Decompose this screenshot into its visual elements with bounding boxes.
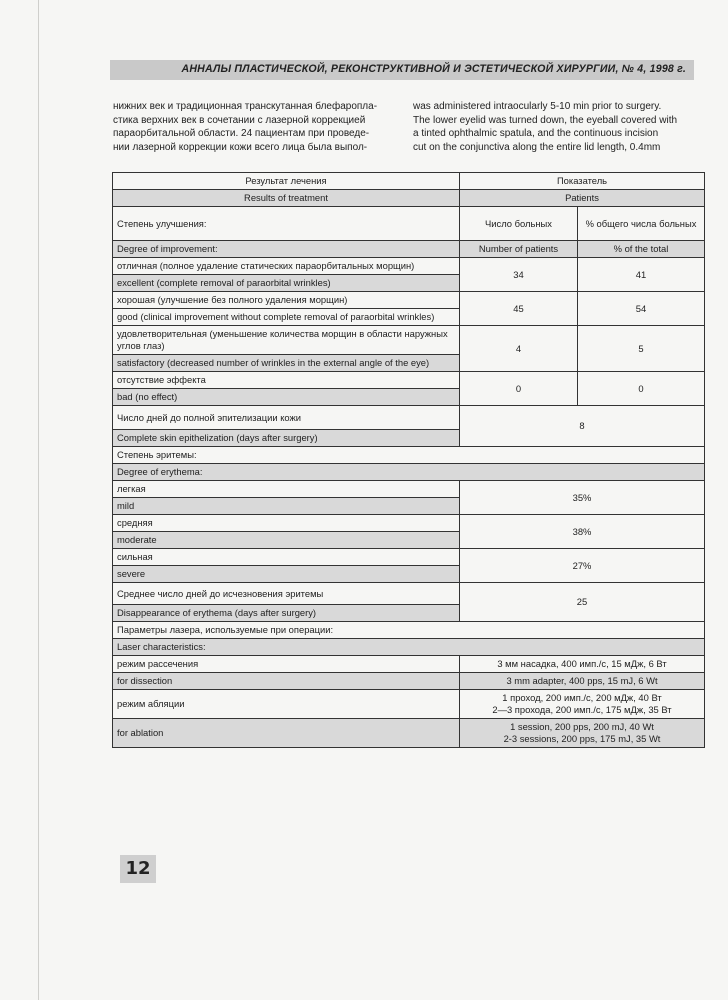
row-label: легкая bbox=[113, 481, 460, 498]
row-label: Число дней до полной эпителизации кожи bbox=[113, 406, 460, 430]
value-cell bbox=[460, 719, 705, 748]
table-row bbox=[113, 258, 705, 275]
header-cell: Показатель bbox=[460, 173, 705, 190]
table-row bbox=[113, 656, 705, 673]
value-cell: 38% bbox=[460, 515, 705, 549]
row-label: Complete skin epithelization (days after surgery) bbox=[113, 430, 460, 447]
table-row bbox=[113, 190, 705, 207]
row-label: Disappearance of erythema (days after surgery) bbox=[113, 605, 460, 622]
table-row bbox=[113, 673, 705, 690]
table-row bbox=[113, 241, 705, 258]
value-cell: 35% bbox=[460, 481, 705, 515]
value-cell: 4 bbox=[460, 326, 578, 372]
value-cell: 3 мм насадка, 400 имп./с, 15 мДж, 6 Вт bbox=[460, 656, 705, 673]
row-label: отличная (полное удаление статических параорбитальных морщин) bbox=[113, 258, 460, 275]
value-cell: 34 bbox=[460, 258, 578, 292]
value-cell: 0 bbox=[460, 372, 578, 406]
column-header: % общего числа больных bbox=[578, 207, 705, 241]
value-line: 2-3 sessions, 200 pps, 175 mJ, 35 Wt bbox=[503, 733, 661, 744]
row-label: сильная bbox=[113, 549, 460, 566]
row-label: moderate bbox=[113, 532, 460, 549]
row-label: хорошая (улучшение без полного удаления морщин) bbox=[113, 292, 460, 309]
running-header bbox=[110, 60, 694, 80]
row-label: Среднее число дней до исчезновения эритемы bbox=[113, 583, 460, 605]
value-line: 2—3 прохода, 200 имп./с, 175 мДж, 35 Вт bbox=[492, 704, 672, 715]
table-row bbox=[113, 690, 705, 719]
header-cell: Patients bbox=[460, 190, 705, 207]
table-row bbox=[113, 719, 705, 748]
table-row bbox=[113, 583, 705, 605]
row-label: режим абляции bbox=[113, 690, 460, 719]
table-row bbox=[113, 292, 705, 309]
results-table bbox=[112, 172, 705, 748]
header-cell: Результат лечения bbox=[113, 173, 460, 190]
row-label: отсутствие эффекта bbox=[113, 372, 460, 389]
value-line: 1 проход, 200 имп./с, 200 мДж, 40 Вт bbox=[502, 692, 662, 703]
table-row bbox=[113, 481, 705, 498]
row-label: bad (no effect) bbox=[113, 389, 460, 406]
value-cell: 5 bbox=[578, 326, 705, 372]
row-label: средняя bbox=[113, 515, 460, 532]
table-row bbox=[113, 639, 705, 656]
table-row bbox=[113, 549, 705, 566]
row-label: satisfactory (decreased number of wrinkles in the external angle of the eye) bbox=[113, 355, 460, 372]
value-cell: 3 mm adapter, 400 pps, 15 mJ, 6 Wt bbox=[460, 673, 705, 690]
page-edge-line bbox=[38, 0, 39, 1000]
value-line: 1 session, 200 pps, 200 mJ, 40 Wt bbox=[510, 721, 654, 732]
value-cell: 8 bbox=[460, 406, 705, 447]
row-label: severe bbox=[113, 566, 460, 583]
table-row bbox=[113, 622, 705, 639]
table-row bbox=[113, 515, 705, 532]
row-label: удовлетворительная (уменьшение количества морщин в области наружных углов глаз) bbox=[113, 326, 460, 355]
value-cell bbox=[460, 690, 705, 719]
body-text-right: was administered intraocularly 5-10 min prior to surgery. The lower eyelid was turned down, the eyeball covered with a tinted ophthalmic spatula, and the continuous incision cut on the conjunctiva along the entire lid length, 0.4mm bbox=[413, 101, 678, 153]
column-header: Число больных bbox=[460, 207, 578, 241]
section-label: Параметры лазера, используемые при операции: bbox=[113, 622, 705, 639]
value-cell: 41 bbox=[578, 258, 705, 292]
section-label: Degree of improvement: bbox=[113, 241, 460, 258]
row-label: режим рассечения bbox=[113, 656, 460, 673]
table-row bbox=[113, 464, 705, 481]
section-label: Laser characteristics: bbox=[113, 639, 705, 656]
table-row bbox=[113, 326, 705, 355]
row-label: for ablation bbox=[113, 719, 460, 748]
page-number-box bbox=[120, 855, 156, 883]
value-cell: 0 bbox=[578, 372, 705, 406]
page-number: 12 bbox=[125, 858, 151, 879]
row-label: excellent (complete removal of paraorbital wrinkles) bbox=[113, 275, 460, 292]
value-cell: 25 bbox=[460, 583, 705, 622]
section-label: Степень улучшения: bbox=[113, 207, 460, 241]
column-header: Number of patients bbox=[460, 241, 578, 258]
section-label: Степень эритемы: bbox=[113, 447, 705, 464]
value-cell: 45 bbox=[460, 292, 578, 326]
row-label: mild bbox=[113, 498, 460, 515]
journal-title: АННАЛЫ ПЛАСТИЧЕСКОЙ, РЕКОНСТРУКТИВНОЙ И ЭСТЕТИЧЕСКОЙ ХИРУРГИИ, № 4, 1998 г. bbox=[181, 63, 686, 75]
header-cell: Results of treatment bbox=[113, 190, 460, 207]
row-label: for dissection bbox=[113, 673, 460, 690]
body-text-left: нижних век и традиционная транскутанная блефаропла- стика верхних век в сочетании с лазерной коррекцией параорбитальной области. 24 пациентам при проведе- нии лазерной коррекции кожи всего лица была выпол- bbox=[113, 101, 378, 153]
column-header: % of the total bbox=[578, 241, 705, 258]
table-row bbox=[113, 406, 705, 430]
value-cell: 27% bbox=[460, 549, 705, 583]
table-row bbox=[113, 173, 705, 190]
table-row bbox=[113, 372, 705, 389]
value-cell: 54 bbox=[578, 292, 705, 326]
table-row bbox=[113, 447, 705, 464]
table-row bbox=[113, 207, 705, 241]
row-label: good (clinical improvement without complete removal of paraorbital wrinkles) bbox=[113, 309, 460, 326]
section-label: Degree of erythema: bbox=[113, 464, 705, 481]
